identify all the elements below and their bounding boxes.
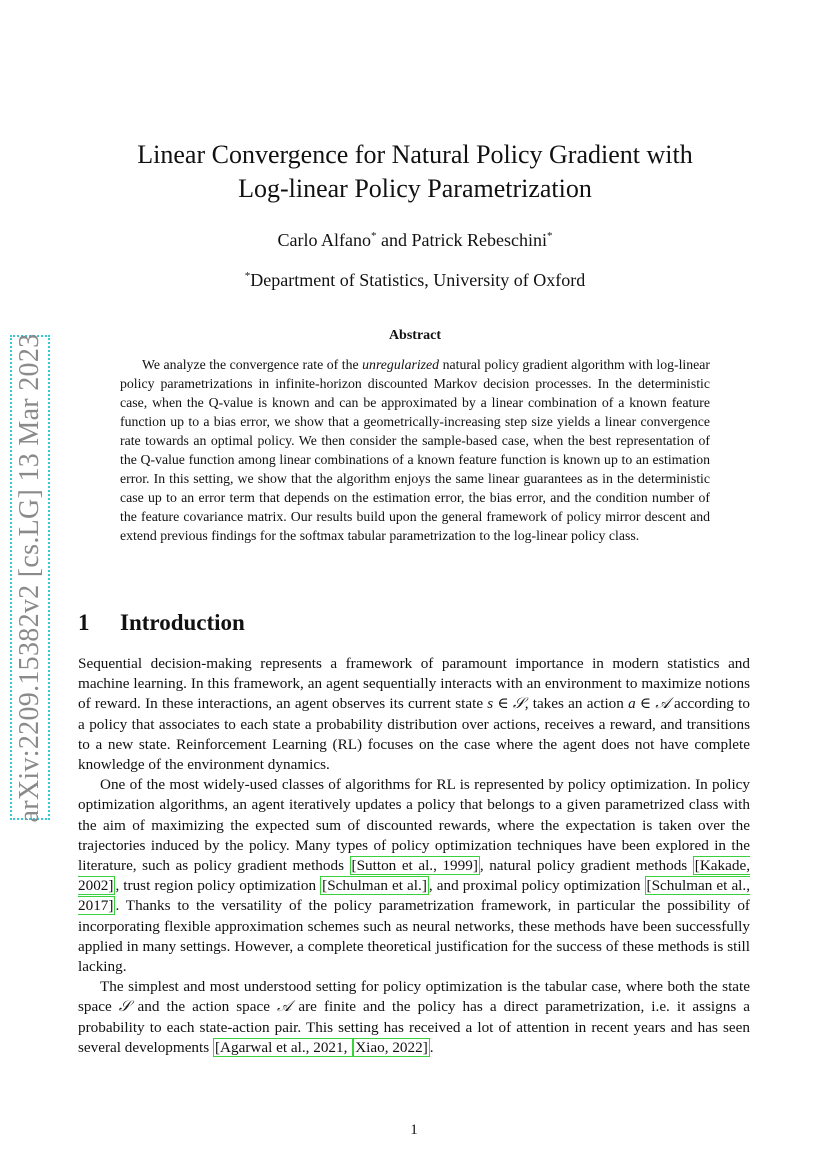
affiliation	[80, 270, 750, 291]
author-1: Carlo Alfano	[277, 230, 371, 250]
author-list	[80, 230, 750, 251]
citation-xiao[interactable]: Xiao, 2022]	[355, 1038, 428, 1056]
p2-text-1: One of the most widely-used classes of algorithms for RL is represented by policy optimization. In policy optimization algorithms, an agent iteratively updates a policy that belongs to a given parametrized class with the aim of maximizing the expected sum of discounted rewards, where the expectation is taken over the trajectories induced by the policy. Many types of policy optimization techniques have been explored in the literature, such as policy gradient methods	[78, 776, 750, 875]
abstract-text-2: natural policy gradient algorithm with log-linear policy parametrizations in infinite-horizon discounted Markov decision processes. In the deterministic case, when the Q-value is known and can be approximated by a linear combination of a known feature function up to a bias error, we show that a geometrically-increasing step size yields a linear convergence rate towards an optimal policy. We then consider the sample-based case, when the best representation of the Q-value function among linear combinations of a known feature function is known up to an estimation error. In this setting, we show that the algorithm enjoys the same linear guarantees as in the deterministic case up to an error term that depends on the estimation error, the bias error, and the condition number of the feature covariance matrix. Our results build upon the general framework of policy mirror descent and extend previous findings for the softmax tabular parametrization to the log-linear policy class.	[120, 357, 710, 543]
section-heading	[78, 610, 245, 636]
p3-text-3: are finite and the policy has a direct parametrization, i.e. it assigns a probability to each state-action pair. This setting has received a lot of attention in recent years and has seen several developments	[78, 998, 750, 1056]
p2-text-4: , and proximal policy optimization	[428, 877, 645, 895]
paragraph-1	[78, 654, 750, 775]
p3-math-2: 𝒜	[276, 998, 292, 1016]
citation-schulman-trpo[interactable]: [Schulman et al.]	[322, 877, 427, 895]
p2-text-5: . Thanks to the versatility of the policy parametrization framework, in particular the possibility of incorporating flexible approximation schemes such as neural networks, these methods have been successfully applied in many settings. However, a complete theoretical justification for the success of these methods is still lacking.	[78, 897, 750, 976]
p1-math-1: s ∈ 𝒮	[487, 695, 525, 713]
p2-text-2: , natural policy gradient methods	[479, 857, 693, 875]
title-line-2: Log-linear Policy Parametrization	[238, 174, 592, 203]
title-line-1: Linear Convergence for Natural Policy Gradient with	[137, 140, 693, 169]
paper-title	[80, 138, 750, 206]
p3-text-4: .	[429, 1038, 434, 1056]
page-number: 1	[410, 1122, 418, 1138]
p1-text-1: Sequential decision-making represents a framework of paramount importance in modern statistics and machine learning. In this framework, an agent sequentially interacts with an environment to maximize notions of reward. In these interactions, an agent observes its current state	[78, 655, 750, 713]
abstract-text-1: We analyze the convergence rate of the	[142, 357, 363, 372]
p1-text-2: , takes an action	[524, 695, 629, 713]
affil-mark-1: *	[371, 230, 377, 242]
abstract-heading: Abstract	[388, 328, 442, 343]
section-number: 1	[78, 610, 90, 635]
abstract-emphasis: unregularized	[362, 357, 440, 372]
citation-sutton[interactable]: [Sutton et al., 1999]	[351, 857, 478, 875]
affil-mark-3: *	[244, 270, 251, 282]
p1-math-2: a ∈ 𝒜	[628, 695, 670, 713]
arxiv-id: arXiv:2209.15382v2 [cs.LG] 13 Mar 2023	[14, 333, 45, 822]
citation-schulman-ppo[interactable]: [Schulman et al., 2017]	[78, 877, 750, 915]
section-body	[78, 654, 750, 1058]
section-title: Introduction	[120, 610, 245, 635]
abstract-body	[120, 355, 710, 545]
author-separator: and	[376, 230, 412, 250]
paragraph-3	[78, 977, 750, 1058]
p2-text-3: , trust region policy optimization	[115, 877, 321, 895]
p3-text-1: The simplest and most understood setting for policy optimization is the tabular case, where both the state space	[78, 978, 750, 1016]
citation-kakade[interactable]: [Kakade, 2002]	[78, 857, 750, 895]
paragraph-2	[78, 775, 750, 977]
abstract-paragraph	[120, 355, 710, 545]
author-2: Patrick Rebeschini	[411, 230, 547, 250]
p3-math-1: 𝒮	[118, 998, 131, 1016]
affiliation-text: Department of Statistics, University of Oxford	[250, 270, 586, 290]
p1-text-3: according to a policy that associates to each state a probability distribution over actions, receives a reward, and transitions to a new state. Reinforcement Learning (RL) focuses on the case where the agent does not have complete knowledge of the environment dynamics.	[78, 695, 750, 774]
p3-text-2: and the action space	[130, 998, 277, 1016]
citation-agarwal[interactable]: [Agarwal et al., 2021,	[214, 1038, 352, 1056]
affil-mark-2: *	[546, 230, 553, 242]
arxiv-stamp[interactable]	[10, 335, 50, 820]
